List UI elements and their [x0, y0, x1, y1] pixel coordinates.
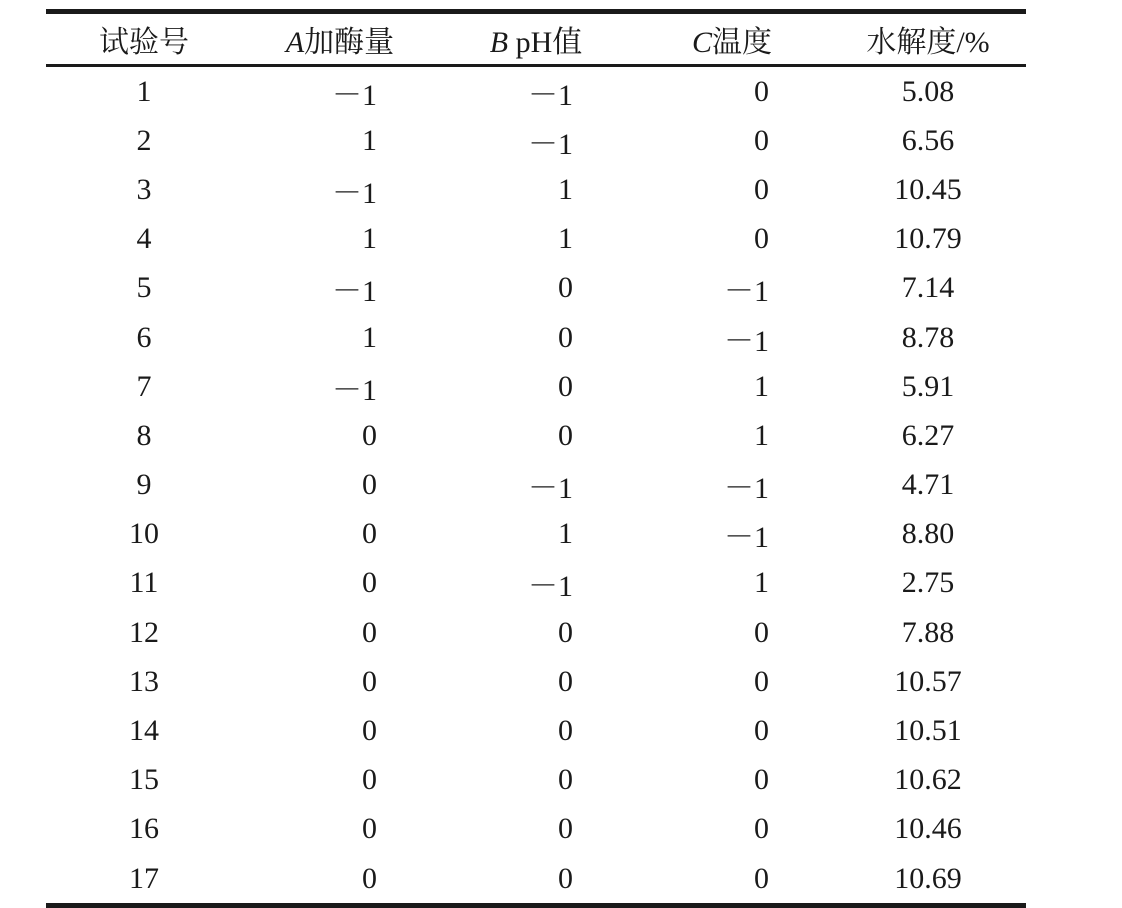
cell-value: －1 [724, 275, 769, 309]
cell-value: －1 [528, 472, 573, 506]
header-var: C [691, 26, 712, 59]
cell-enzyme-amount [242, 264, 438, 313]
cell-enzyme-amount [242, 657, 438, 706]
cell-value: 10.79 [894, 222, 962, 256]
cell-enzyme-amount [242, 461, 438, 510]
cell-temperature [634, 706, 830, 755]
table-body [46, 66, 1026, 906]
cell-hydrolysis-degree [830, 608, 1026, 657]
header-label: pH值 [508, 26, 583, 59]
cell-trial-number [46, 559, 242, 608]
cell-value: 6.56 [901, 123, 955, 157]
table-row [46, 706, 1026, 755]
cell-value: 9 [136, 468, 152, 502]
cell-enzyme-amount [242, 608, 438, 657]
cell-value: 0 [754, 74, 769, 108]
cell-value: －1 [724, 472, 769, 506]
cell-value: －1 [724, 521, 769, 555]
cell-value: 0 [754, 123, 769, 157]
cell-value: 4.71 [901, 468, 955, 502]
cell-value: 10.45 [894, 172, 962, 206]
cell-value: 1 [558, 172, 573, 206]
cell-enzyme-amount [242, 854, 438, 906]
cell-enzyme-amount [242, 165, 438, 214]
cell-value: 0 [362, 468, 377, 502]
table-row [46, 608, 1026, 657]
cell-value: －1 [528, 570, 573, 604]
cell-value: 5.91 [901, 369, 955, 403]
cell-ph-value [438, 559, 634, 608]
cell-value: 0 [362, 615, 377, 649]
cell-ph-value [438, 165, 634, 214]
cell-temperature [634, 510, 830, 559]
cell-value: 1 [136, 74, 152, 108]
header-enzyme-amount [242, 12, 438, 66]
cell-hydrolysis-degree [830, 461, 1026, 510]
header-trial-number [46, 12, 242, 66]
cell-value: 0 [754, 615, 769, 649]
cell-value: 0 [754, 172, 769, 206]
cell-temperature [634, 264, 830, 313]
cell-ph-value [438, 411, 634, 460]
cell-enzyme-amount [242, 805, 438, 854]
cell-hydrolysis-degree [830, 66, 1026, 117]
cell-ph-value [438, 706, 634, 755]
data-table-container [46, 9, 1026, 908]
cell-value: 7 [136, 369, 152, 403]
cell-ph-value [438, 608, 634, 657]
cell-trial-number [46, 116, 242, 165]
cell-enzyme-amount [242, 66, 438, 117]
cell-enzyme-amount [242, 559, 438, 608]
cell-hydrolysis-degree [830, 756, 1026, 805]
header-row [46, 12, 1026, 66]
cell-value: 1 [754, 369, 769, 403]
cell-value: 7.88 [901, 615, 955, 649]
header-label: 加酶量 [304, 26, 395, 59]
cell-enzyme-amount [242, 706, 438, 755]
header-label: 温度 [712, 26, 772, 59]
cell-value: 0 [558, 861, 573, 895]
cell-value: －1 [528, 78, 573, 112]
cell-value: 0 [558, 369, 573, 403]
table-row [46, 854, 1026, 906]
cell-temperature [634, 362, 830, 411]
table-row [46, 411, 1026, 460]
cell-value: －1 [332, 176, 377, 210]
cell-value: 0 [558, 812, 573, 846]
cell-enzyme-amount [242, 756, 438, 805]
cell-value: 1 [362, 320, 377, 354]
cell-value: 2.75 [901, 566, 955, 600]
cell-ph-value [438, 66, 634, 117]
cell-temperature [634, 657, 830, 706]
cell-hydrolysis-degree [830, 559, 1026, 608]
cell-value: 1 [754, 418, 769, 452]
cell-ph-value [438, 510, 634, 559]
cell-temperature [634, 805, 830, 854]
header-ph-value [438, 12, 634, 66]
cell-value: －1 [332, 78, 377, 112]
header-var: A [285, 26, 305, 59]
table-row [46, 313, 1026, 362]
cell-hydrolysis-degree [830, 411, 1026, 460]
header-var: B [489, 26, 509, 59]
cell-hydrolysis-degree [830, 510, 1026, 559]
table-row [46, 264, 1026, 313]
cell-temperature [634, 608, 830, 657]
cell-hydrolysis-degree [830, 362, 1026, 411]
cell-value: 8.80 [901, 517, 955, 551]
cell-trial-number [46, 510, 242, 559]
cell-ph-value [438, 854, 634, 906]
cell-value: －1 [332, 373, 377, 407]
cell-trial-number [46, 411, 242, 460]
cell-enzyme-amount [242, 116, 438, 165]
cell-value: 8 [136, 418, 152, 452]
cell-temperature [634, 461, 830, 510]
cell-value: 3 [136, 172, 152, 206]
cell-trial-number [46, 756, 242, 805]
cell-value: 10 [129, 517, 159, 551]
cell-ph-value [438, 264, 634, 313]
cell-ph-value [438, 756, 634, 805]
cell-temperature [634, 215, 830, 264]
cell-value: 5.08 [901, 74, 955, 108]
cell-trial-number [46, 362, 242, 411]
cell-value: 0 [362, 812, 377, 846]
cell-value: 0 [558, 763, 573, 797]
cell-value: 10.51 [894, 714, 962, 748]
cell-temperature [634, 756, 830, 805]
cell-value: 12 [129, 615, 159, 649]
table-header [46, 12, 1026, 66]
cell-hydrolysis-degree [830, 706, 1026, 755]
cell-value: 0 [362, 566, 377, 600]
cell-temperature [634, 854, 830, 906]
header-hydrolysis-degree [830, 12, 1026, 66]
cell-value: 7.14 [901, 271, 955, 305]
cell-value: 8.78 [901, 320, 955, 354]
cell-trial-number [46, 264, 242, 313]
cell-value: 1 [754, 566, 769, 600]
cell-value: 0 [558, 418, 573, 452]
cell-value: 10.57 [894, 664, 962, 698]
cell-value: 1 [362, 123, 377, 157]
cell-value: 0 [558, 271, 573, 305]
cell-value: 1 [558, 222, 573, 256]
cell-value: 0 [362, 763, 377, 797]
cell-value: 2 [136, 123, 152, 157]
cell-trial-number [46, 608, 242, 657]
cell-value: 0 [362, 714, 377, 748]
cell-value: 0 [754, 714, 769, 748]
cell-value: 0 [558, 664, 573, 698]
cell-value: 13 [129, 664, 159, 698]
cell-value: 0 [362, 517, 377, 551]
table-row [46, 215, 1026, 264]
cell-hydrolysis-degree [830, 313, 1026, 362]
cell-value: 10.46 [894, 812, 962, 846]
cell-value: 0 [362, 861, 377, 895]
cell-enzyme-amount [242, 411, 438, 460]
cell-trial-number [46, 66, 242, 117]
cell-value: 0 [362, 664, 377, 698]
table-row [46, 165, 1026, 214]
header-temperature [634, 12, 830, 66]
cell-value: 0 [558, 615, 573, 649]
cell-value: 10.69 [894, 861, 962, 895]
cell-value: 0 [754, 222, 769, 256]
cell-value: 0 [558, 320, 573, 354]
cell-value: 6 [136, 320, 152, 354]
table-row [46, 510, 1026, 559]
cell-ph-value [438, 215, 634, 264]
cell-enzyme-amount [242, 362, 438, 411]
table-row [46, 559, 1026, 608]
cell-value: 0 [754, 763, 769, 797]
cell-enzyme-amount [242, 313, 438, 362]
cell-trial-number [46, 854, 242, 906]
cell-trial-number [46, 657, 242, 706]
experiment-table [46, 9, 1026, 908]
cell-value: 1 [362, 222, 377, 256]
table-row [46, 116, 1026, 165]
cell-trial-number [46, 165, 242, 214]
cell-value: 4 [136, 222, 152, 256]
cell-value: 0 [558, 714, 573, 748]
cell-hydrolysis-degree [830, 116, 1026, 165]
cell-ph-value [438, 313, 634, 362]
cell-hydrolysis-degree [830, 805, 1026, 854]
cell-value: －1 [332, 275, 377, 309]
cell-temperature [634, 313, 830, 362]
cell-value: 0 [754, 664, 769, 698]
cell-ph-value [438, 657, 634, 706]
cell-enzyme-amount [242, 510, 438, 559]
cell-trial-number [46, 215, 242, 264]
cell-hydrolysis-degree [830, 657, 1026, 706]
cell-temperature [634, 116, 830, 165]
header-label: 水解度/% [866, 26, 990, 59]
cell-enzyme-amount [242, 215, 438, 264]
table-row [46, 657, 1026, 706]
table-row [46, 805, 1026, 854]
cell-value: 14 [129, 714, 159, 748]
cell-trial-number [46, 706, 242, 755]
cell-temperature [634, 165, 830, 214]
cell-value: 0 [362, 418, 377, 452]
cell-value: 16 [129, 812, 159, 846]
cell-hydrolysis-degree [830, 854, 1026, 906]
cell-value: 11 [129, 566, 159, 600]
cell-ph-value [438, 805, 634, 854]
cell-hydrolysis-degree [830, 165, 1026, 214]
cell-value: －1 [724, 324, 769, 358]
table-row [46, 66, 1026, 117]
cell-trial-number [46, 805, 242, 854]
table-row [46, 461, 1026, 510]
cell-temperature [634, 66, 830, 117]
cell-hydrolysis-degree [830, 264, 1026, 313]
cell-trial-number [46, 313, 242, 362]
cell-value: 1 [558, 517, 573, 551]
cell-temperature [634, 559, 830, 608]
cell-temperature [634, 411, 830, 460]
table-row [46, 756, 1026, 805]
cell-value: 15 [129, 763, 159, 797]
cell-ph-value [438, 461, 634, 510]
cell-value: 5 [136, 271, 152, 305]
cell-value: 6.27 [901, 418, 955, 452]
table-row [46, 362, 1026, 411]
cell-value: 0 [754, 812, 769, 846]
cell-trial-number [46, 461, 242, 510]
cell-value: －1 [528, 127, 573, 161]
cell-ph-value [438, 362, 634, 411]
cell-ph-value [438, 116, 634, 165]
cell-value: 0 [754, 861, 769, 895]
cell-value: 10.62 [894, 763, 962, 797]
cell-value: 17 [129, 861, 159, 895]
cell-hydrolysis-degree [830, 215, 1026, 264]
header-label: 试验号 [99, 26, 189, 59]
